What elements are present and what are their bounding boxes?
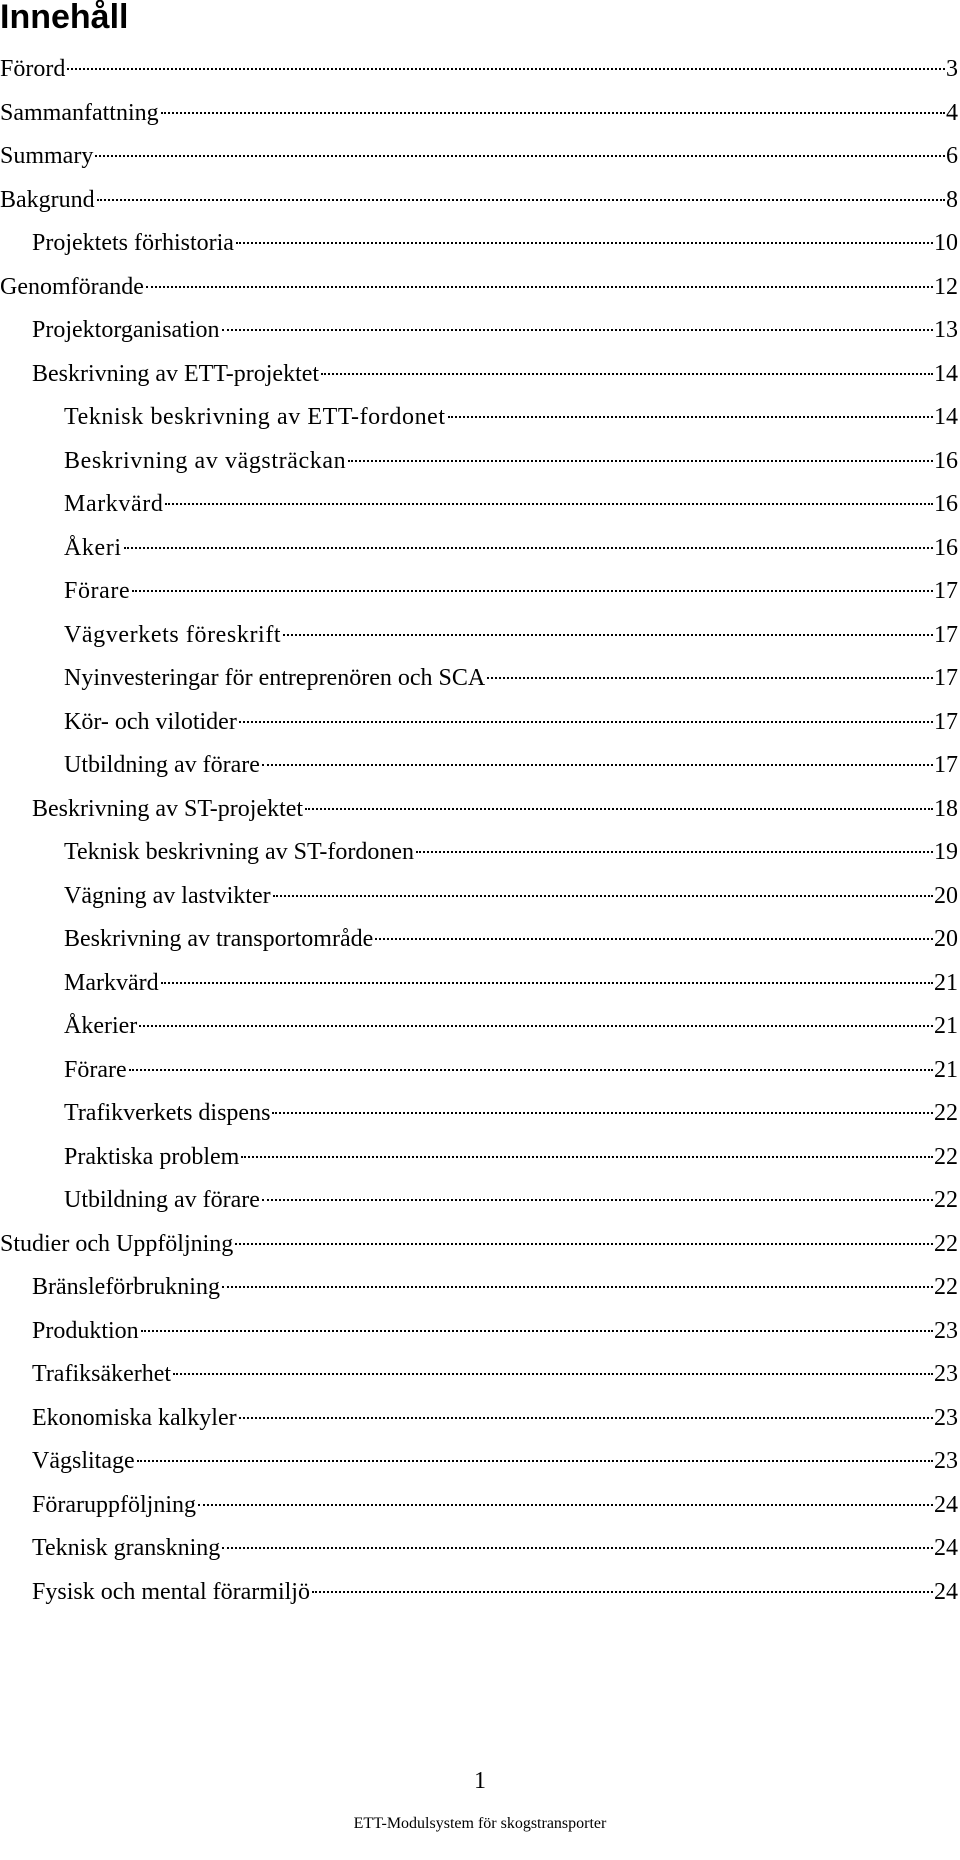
dot-leader <box>305 808 933 810</box>
dot-leader <box>236 242 933 244</box>
toc-entry-title: Utbildning av förare <box>64 752 260 778</box>
toc-entry[interactable] <box>0 222 960 266</box>
dot-leader <box>67 68 945 70</box>
toc-entry-title: Föraruppföljning <box>32 1491 196 1518</box>
toc-entry[interactable] <box>0 179 960 223</box>
toc-entry[interactable] <box>0 1092 960 1136</box>
dot-leader <box>262 764 933 766</box>
toc-entry-title: Vägning av lastvikter <box>64 882 271 909</box>
toc-entry-page: 24 <box>934 1491 958 1518</box>
toc-entry-title: Utbildning av förare <box>64 1187 260 1213</box>
toc-entry-page: 23 <box>934 1317 958 1344</box>
toc-entry[interactable] <box>0 440 960 484</box>
toc-entry-title: Teknisk beskrivning av ST-fordonen <box>64 839 415 865</box>
toc-entry[interactable] <box>0 1397 960 1441</box>
toc-entry-title: Projektets förhistoria <box>32 230 234 256</box>
toc-entry[interactable] <box>0 135 960 179</box>
toc-entry-title: Ekonomiska kalkyler <box>32 1404 237 1431</box>
toc-entry-title: Beskrivning av ETT-projektet <box>32 360 320 387</box>
toc-entry[interactable] <box>0 657 960 701</box>
toc-entry-title: Förord <box>0 56 66 82</box>
toc-entry[interactable] <box>0 1571 960 1615</box>
toc-entry-page: 14 <box>934 404 958 430</box>
toc-entry-page: 4 <box>946 99 958 126</box>
dot-leader <box>241 1156 933 1158</box>
toc-entry-page: 16 <box>934 534 958 561</box>
toc-entry-page: 13 <box>934 317 958 343</box>
dot-leader <box>137 1460 933 1462</box>
toc-entry[interactable] <box>0 1136 960 1180</box>
dot-leader <box>146 286 933 288</box>
toc-entry[interactable] <box>0 918 960 962</box>
dot-leader <box>173 1373 933 1375</box>
toc-entry-title: Teknisk beskrivning av ETT-fordonet <box>64 404 446 430</box>
toc-entry-title: Markvärd <box>64 969 159 996</box>
toc-entry[interactable] <box>0 1353 960 1397</box>
toc-entry[interactable] <box>0 1049 960 1093</box>
toc-entry-page: 18 <box>934 795 958 822</box>
footer-page-number: 1 <box>474 1768 486 1794</box>
toc-entry-page: 6 <box>946 143 958 169</box>
toc-entry[interactable] <box>0 353 960 397</box>
dot-leader <box>132 590 933 592</box>
toc-entry-page: 22 <box>934 1274 958 1300</box>
toc-entry-title: Vägverkets föreskrift <box>64 621 282 648</box>
toc-entry-page: 21 <box>934 1056 958 1083</box>
dot-leader <box>165 503 933 505</box>
dot-leader <box>129 1069 933 1071</box>
toc-entry-page: 21 <box>934 1013 958 1039</box>
dot-leader <box>375 938 933 940</box>
toc-entry-title: Åkerier <box>64 1013 138 1039</box>
toc-entry-title: Åkeri <box>64 534 122 561</box>
dot-leader <box>487 677 933 679</box>
toc-entry-title: Förare <box>64 1056 127 1083</box>
toc-entry-title: Trafikverkets dispens <box>64 1100 271 1126</box>
toc-entry[interactable] <box>0 266 960 310</box>
toc-entry-title: Beskrivning av transportområde <box>64 926 374 952</box>
dot-leader <box>97 199 945 201</box>
toc-entry[interactable] <box>0 396 960 440</box>
toc-entry-title: Bakgrund <box>0 186 95 213</box>
toc-entry-page: 24 <box>934 1578 958 1605</box>
toc-entry-title: Projektorganisation <box>32 317 220 343</box>
toc-entry-page: 17 <box>934 752 958 778</box>
dot-leader <box>262 1199 933 1201</box>
toc-entry-page: 22 <box>934 1187 958 1213</box>
toc-entry[interactable] <box>0 1527 960 1571</box>
toc-entry[interactable] <box>0 1310 960 1354</box>
toc-entry-title: Bränsleförbrukning <box>32 1274 220 1300</box>
toc-entry[interactable] <box>0 92 960 136</box>
toc-entry[interactable] <box>0 744 960 788</box>
table-of-contents <box>0 48 960 1614</box>
toc-entry-page: 16 <box>934 447 958 474</box>
dot-leader <box>198 1504 933 1506</box>
dot-leader <box>348 460 933 462</box>
footer-document-title: ETT-Modulsystem för skogstransporter <box>353 1815 607 1832</box>
toc-entry[interactable] <box>0 614 960 658</box>
toc-entry[interactable] <box>0 1266 960 1310</box>
dot-leader <box>95 155 945 157</box>
toc-entry-page: 17 <box>934 621 958 648</box>
toc-entry[interactable] <box>0 875 960 919</box>
toc-entry[interactable] <box>0 48 960 92</box>
dot-leader <box>222 1547 933 1549</box>
toc-heading: Innehåll <box>0 0 129 36</box>
dot-leader <box>222 329 933 331</box>
toc-entry-title: Trafiksäkerhet <box>32 1361 172 1387</box>
toc-entry[interactable] <box>0 962 960 1006</box>
dot-leader <box>416 851 933 853</box>
toc-entry-title: Förare <box>64 578 131 604</box>
toc-entry[interactable] <box>0 701 960 745</box>
dot-leader <box>272 1112 933 1114</box>
toc-entry-page: 20 <box>934 926 958 952</box>
dot-leader <box>124 547 933 549</box>
toc-entry-page: 23 <box>934 1448 958 1474</box>
dot-leader <box>139 1025 933 1027</box>
toc-entry[interactable] <box>0 483 960 527</box>
toc-entry-page: 14 <box>934 360 958 387</box>
dot-leader <box>235 1243 933 1245</box>
toc-entry[interactable] <box>0 1440 960 1484</box>
dot-leader <box>312 1591 933 1593</box>
dot-leader <box>448 416 933 418</box>
toc-entry-title: Teknisk granskning <box>32 1535 221 1561</box>
toc-entry-title: Summary <box>0 143 94 169</box>
toc-entry-page: 20 <box>934 882 958 909</box>
toc-entry[interactable] <box>0 309 960 353</box>
dot-leader <box>161 982 933 984</box>
toc-entry[interactable] <box>0 1223 960 1267</box>
dot-leader <box>161 112 945 114</box>
toc-entry-title: Praktiska problem <box>64 1143 240 1170</box>
toc-entry-page: 23 <box>934 1404 958 1431</box>
toc-entry-page: 22 <box>934 1143 958 1170</box>
toc-entry-page: 17 <box>934 665 958 691</box>
toc-entry[interactable] <box>0 788 960 832</box>
toc-entry-title: Markvärd <box>64 491 164 517</box>
dot-leader <box>141 1330 933 1332</box>
toc-entry-title: Vägslitage <box>32 1448 135 1474</box>
dot-leader <box>239 1417 933 1419</box>
toc-entry[interactable] <box>0 1005 960 1049</box>
dot-leader <box>283 634 933 636</box>
toc-entry-page: 19 <box>934 839 958 865</box>
toc-entry-page: 24 <box>934 1535 958 1561</box>
toc-entry-title: Produktion <box>32 1317 139 1344</box>
toc-entry[interactable] <box>0 1484 960 1528</box>
dot-leader <box>273 895 933 897</box>
toc-entry-title: Nyinvesteringar för entreprenören och SCA <box>64 665 486 691</box>
toc-entry[interactable] <box>0 527 960 571</box>
toc-entry-title: Beskrivning av ST-projektet <box>32 795 304 822</box>
toc-entry-title: Studier och Uppföljning <box>0 1230 234 1257</box>
toc-entry-page: 10 <box>934 230 958 256</box>
dot-leader <box>321 373 933 375</box>
toc-entry-page: 16 <box>934 491 958 517</box>
toc-entry-page: 22 <box>934 1100 958 1126</box>
toc-entry-title: Fysisk och mental förarmiljö <box>32 1578 310 1605</box>
toc-entry-page: 3 <box>946 56 958 82</box>
toc-entry-title: Kör- och vilotider <box>64 708 237 735</box>
toc-entry[interactable] <box>0 831 960 875</box>
toc-entry-title: Genomförande <box>0 273 144 300</box>
toc-entry-page: 8 <box>946 186 958 213</box>
toc-entry[interactable] <box>0 1179 960 1223</box>
toc-entry-page: 17 <box>934 708 958 735</box>
toc-entry-page: 17 <box>934 578 958 604</box>
toc-entry-page: 21 <box>934 969 958 996</box>
dot-leader <box>239 721 933 723</box>
toc-entry[interactable] <box>0 570 960 614</box>
dot-leader <box>222 1286 933 1288</box>
toc-entry-page: 23 <box>934 1361 958 1387</box>
toc-entry-title: Sammanfattning <box>0 99 159 126</box>
toc-entry-page: 12 <box>934 273 958 300</box>
toc-entry-title: Beskrivning av vägsträckan <box>64 447 347 474</box>
toc-entry-page: 22 <box>934 1230 958 1257</box>
